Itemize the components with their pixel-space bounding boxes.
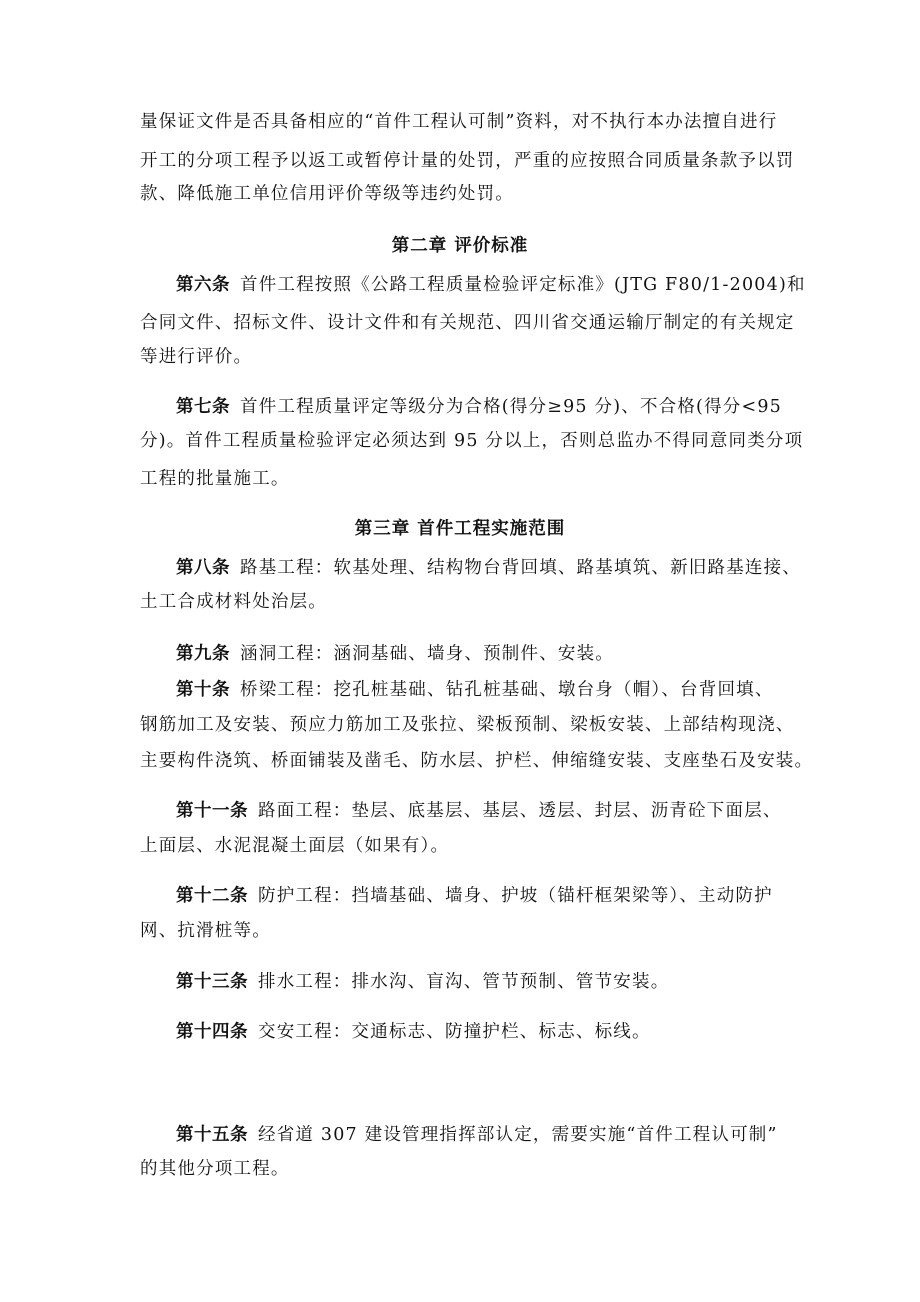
article-11-line-2: 上面层、水泥混凝土面层（如果有）。 — [140, 836, 450, 856]
article-8-label: 第八条 — [176, 558, 230, 578]
article-9-line-1 — [176, 641, 614, 667]
article-13-label: 第十三条 — [176, 972, 248, 992]
article-12-line-2: 网、抗滑桩等。 — [140, 921, 271, 941]
article-12-line-1 — [176, 883, 773, 909]
article-6-label: 第六条 — [176, 275, 230, 295]
article-7-text-1: 首件工程质量评定等级分为合格(得分≥95 分)、不合格(得分<95 — [240, 397, 783, 417]
chapter-2-heading: 第二章 评价标准 — [391, 236, 529, 256]
article-6-line-1 — [176, 272, 806, 298]
article-7-label: 第七条 — [176, 397, 230, 417]
article-15-line-1 — [176, 1122, 778, 1148]
article-11-line-1 — [176, 798, 782, 824]
article-15-line-2: 的其他分项工程。 — [140, 1159, 290, 1179]
article-7-line-1 — [176, 394, 782, 420]
chapter-3-heading: 第三章 首件工程实施范围 — [354, 519, 566, 539]
article-6-text-1: 首件工程按照《公路工程质量检验评定标准》(JTG F80/1-2004)和 — [240, 275, 806, 295]
article-10-line-1 — [176, 677, 774, 703]
intro-line-1: 量保证文件是否具备相应的“首件工程认可制”资料，对不执行本办法擅自进行 — [140, 112, 778, 132]
article-12-text-1: 防护工程：挡墙基础、墙身、护坡（锚杆框架梁等）、主动防护 — [258, 886, 773, 906]
article-15-label: 第十五条 — [176, 1125, 248, 1145]
article-11-text-1: 路面工程：垫层、底基层、基层、透层、封层、沥青砼下面层、 — [258, 801, 782, 821]
article-12-label: 第十二条 — [176, 886, 248, 906]
article-9-label: 第九条 — [176, 644, 230, 664]
article-7-line-2: 分)。首件工程质量检验评定必须达到 95 分以上，否则总监办不得同意同类分项 — [140, 431, 804, 451]
article-6-line-3: 等进行评价。 — [140, 347, 253, 367]
article-14-label: 第十四条 — [176, 1022, 248, 1042]
article-8-text-1: 路基工程：软基处理、结构物台背回填、路基填筑、新旧路基连接、 — [240, 558, 801, 578]
intro-line-2: 开工的分项工程予以返工或暂停计量的处罚，严重的应按照合同质量条款予以罚 — [140, 151, 795, 171]
intro-line-3: 款、降低施工单位信用评价等级等违约处罚。 — [140, 184, 514, 204]
article-14-line-1 — [176, 1019, 651, 1045]
article-10-text-1: 桥梁工程：挖孔桩基础、钻孔桩基础、墩台身（帽）、台背回填、 — [240, 680, 774, 700]
article-8-line-2: 土工合成材料处治层。 — [140, 592, 327, 612]
article-6-line-2: 合同文件、招标文件、设计文件和有关规范、四川省交通运输厅制定的有关规定 — [140, 313, 795, 333]
article-9-text-1: 涵洞工程：涵洞基础、墙身、预制件、安装。 — [240, 644, 614, 664]
article-15-text-1: 经省道 307 建设管理指挥部认定，需要实施“首件工程认可制” — [258, 1125, 778, 1145]
article-8-line-1 — [176, 555, 801, 581]
article-10-label: 第十条 — [176, 680, 230, 700]
article-10-line-2: 钢筋加工及安装、预应力筋加工及张拉、梁板预制、梁板安装、上部结构现浇、 — [140, 715, 795, 735]
article-10-line-3: 主要构件浇筑、桥面铺装及凿毛、防水层、护栏、伸缩缝安装、支座垫石及安装。 — [140, 751, 814, 771]
article-13-line-1 — [176, 969, 669, 995]
article-11-label: 第十一条 — [176, 801, 248, 821]
article-13-text-1: 排水工程：排水沟、盲沟、管节预制、管节安装。 — [258, 972, 670, 992]
article-7-line-3: 工程的批量施工。 — [140, 469, 290, 489]
article-14-text-1: 交安工程：交通标志、防撞护栏、标志、标线。 — [258, 1022, 651, 1042]
